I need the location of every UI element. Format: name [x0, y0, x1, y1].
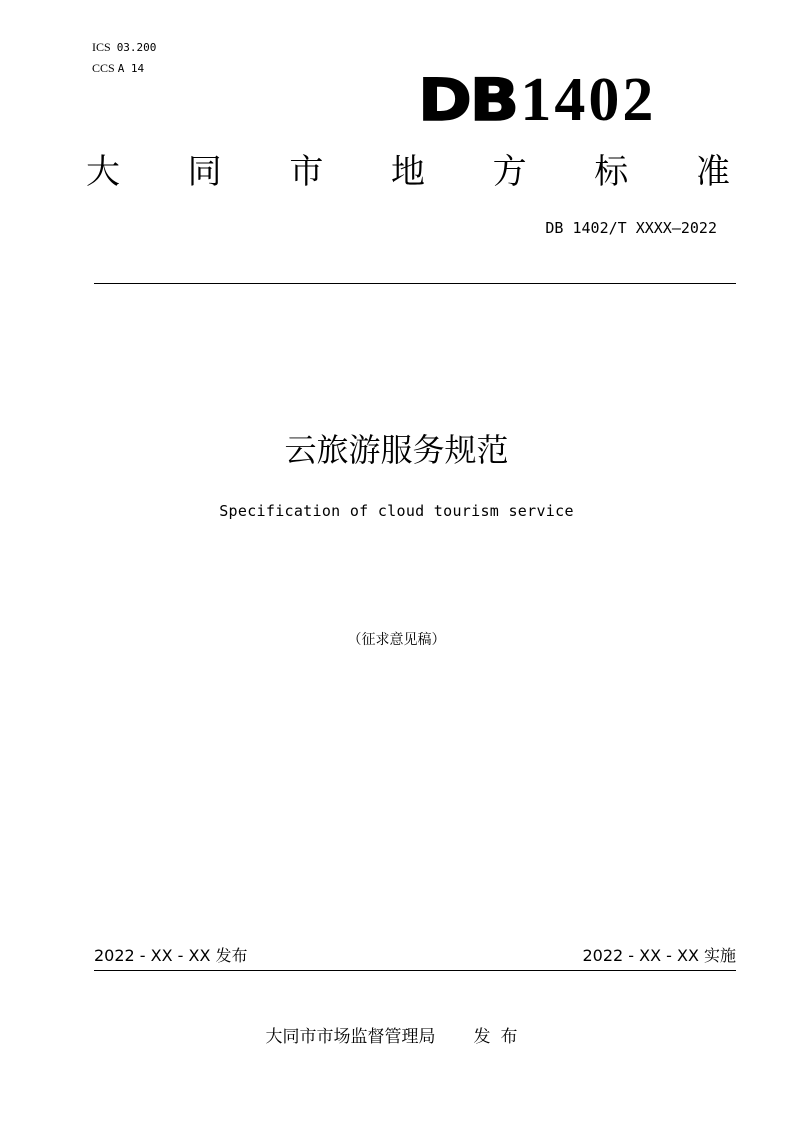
ccs-code: A 14 [117, 62, 145, 75]
db-logo-number: 1402 [520, 66, 657, 134]
standard-type-char: 大 [86, 152, 120, 192]
publisher-line [0, 1025, 793, 1049]
ics-label: ICS [92, 40, 111, 54]
document-title: 云旅游服务规范 [284, 431, 509, 469]
implementation-date: 2022 - XX - XX 实施 [582, 946, 736, 965]
ics-code: 03.200 [116, 41, 157, 54]
standard-type-char: 同 [187, 152, 222, 192]
db-logo-prefix: DB [418, 66, 517, 134]
footer-divider [94, 970, 736, 971]
document-title-english: Specification of cloud tourism service [219, 502, 574, 520]
issue-date: 2022 - XX - XX 发布 [94, 946, 248, 965]
draft-status: （征求意见稿） [347, 632, 446, 648]
ics-classification [92, 40, 156, 55]
standard-type-char: 地 [390, 152, 425, 192]
standard-type-char: 标 [594, 152, 629, 192]
standard-type-char: 市 [289, 152, 324, 192]
header-divider [94, 283, 736, 284]
ccs-label: CCS [92, 61, 115, 75]
standard-type-heading [86, 150, 730, 194]
db-logo [418, 66, 657, 134]
standard-type-char: 方 [492, 152, 527, 192]
publisher-action: 发布 [473, 1027, 528, 1047]
standard-number: DB 1402/T XXXX—2022 [545, 219, 717, 237]
ccs-classification [92, 61, 144, 76]
standard-type-char: 准 [695, 152, 730, 192]
publisher-name: 大同市市场监督管理局 [265, 1027, 436, 1047]
